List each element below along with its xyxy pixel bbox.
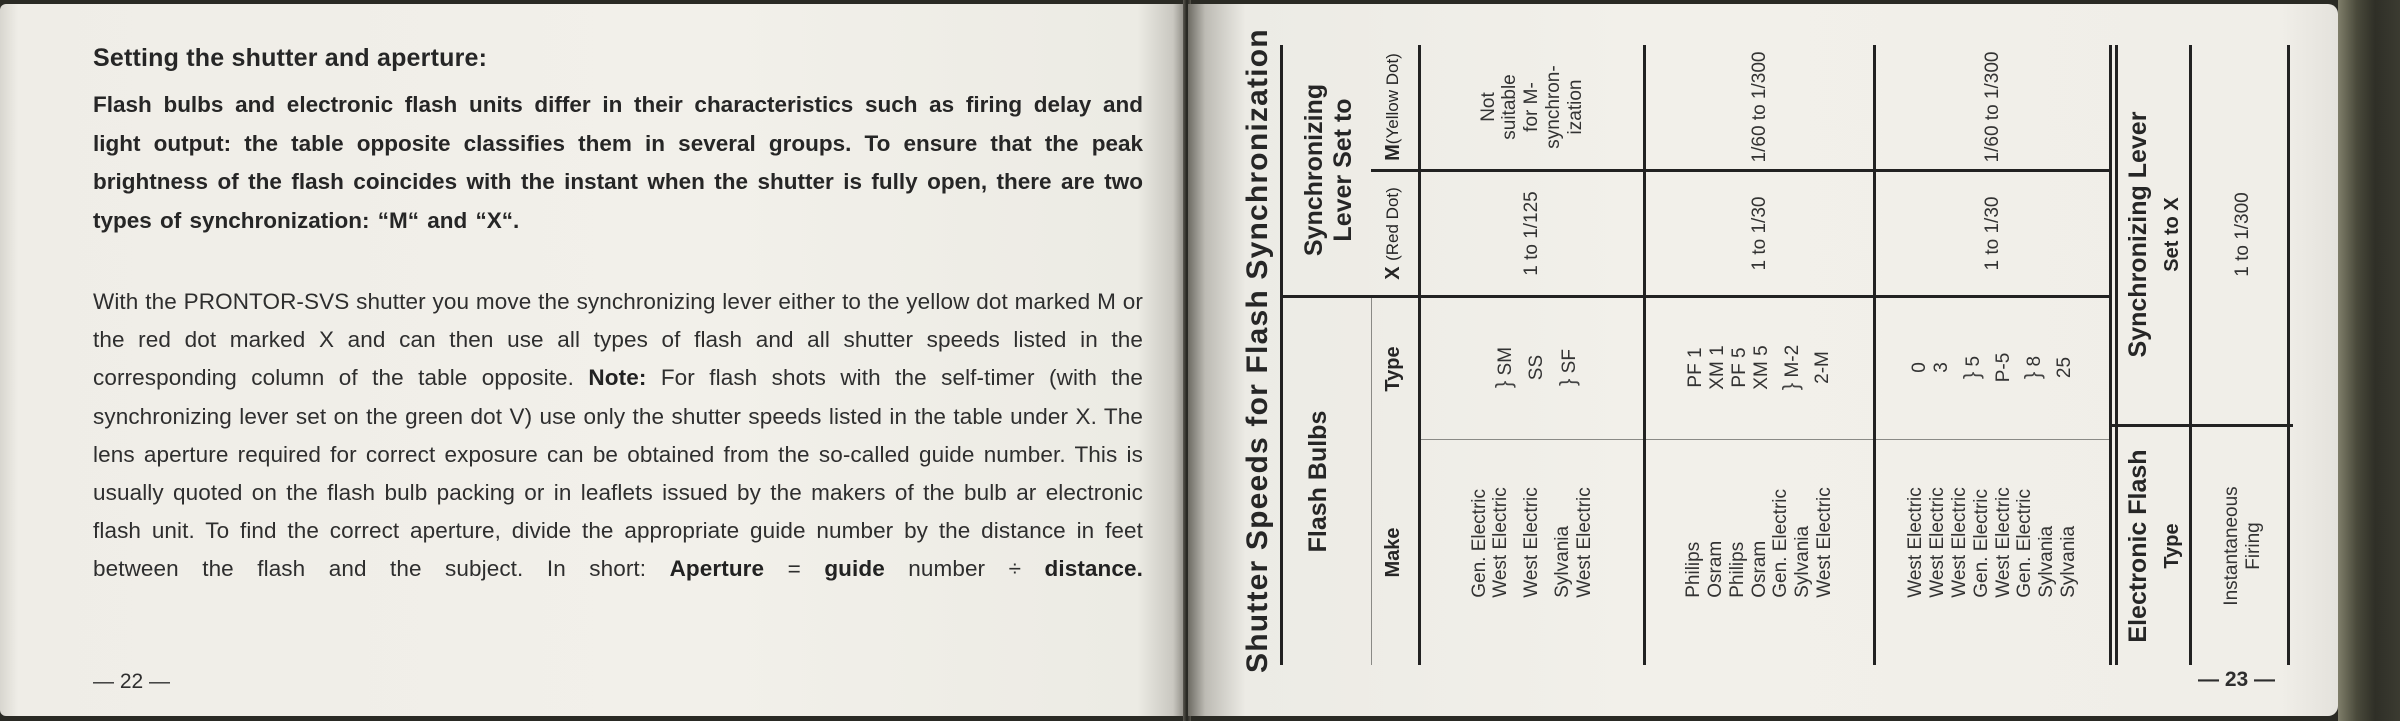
make-item: West Electric bbox=[1948, 487, 1970, 598]
body-text-1: With the PRONTOR-SVS shutter you move the synchronizing lever either to the yellow dot marked M or the red dot marked X and can then use all types of flash and all shutter speeds listed in the corresponding column of the table opposite. bbox=[93, 289, 1143, 391]
electronic-flash-header-band bbox=[2109, 45, 2189, 665]
make-item: West Electric bbox=[1573, 487, 1595, 598]
section-heading: Setting the shutter and aperture: bbox=[93, 44, 488, 72]
group-1-makes bbox=[1421, 440, 1643, 645]
group-3-x-speed: 1 to 1/30 bbox=[1981, 196, 2003, 271]
make-item: West Electric bbox=[1905, 487, 1927, 598]
page-number-right: — 23 — bbox=[2198, 668, 2276, 691]
flash-bulb-group-3 bbox=[1873, 45, 2109, 665]
type-item: XM 1 bbox=[1706, 345, 1728, 390]
page-number-left: — 22 — bbox=[93, 670, 171, 693]
group-1-m-speed: Not suitable for M-synchron-ization bbox=[1477, 65, 1586, 149]
type-item: 5 bbox=[1962, 355, 1984, 367]
col-m-header bbox=[1371, 45, 1415, 169]
ef-type-value: Instantaneous Firing bbox=[2220, 486, 2264, 606]
brace-icon: } bbox=[2020, 371, 2046, 380]
make-item: Osram bbox=[1748, 540, 1770, 598]
formula-equals: = bbox=[787, 556, 801, 582]
brace-icon: } bbox=[1554, 378, 1580, 386]
type-item: 2-M bbox=[1812, 351, 1834, 384]
intro-paragraph: Flash bulbs and electronic flash units differ in their characteristics such as firing delay and light output: the table opposite classifies them in several groups. To ensure that the peak brightness of the flash coincides with the instant when the shutter is fully open, there are two types of synchronization: “M“ and “X“. bbox=[93, 92, 1143, 233]
group-3-types bbox=[1876, 298, 2109, 437]
note-label: Note: bbox=[588, 365, 647, 391]
group-2-makes bbox=[1646, 440, 1873, 645]
make-item: Sylvania bbox=[2057, 525, 2079, 598]
brace-icon: } bbox=[1491, 380, 1517, 389]
make-item: Sylvania bbox=[1551, 525, 1573, 598]
formula-guide: guide bbox=[824, 556, 885, 582]
table-title: Shutter Speeds for Flash Synchronization bbox=[1241, 28, 1274, 673]
ef-sync-lever-header: Synchronizing Lever bbox=[2123, 111, 2152, 358]
group-2-x-speed: 1 to 1/30 bbox=[1748, 196, 1770, 271]
col-m-bold: M bbox=[1381, 144, 1404, 161]
brace-icon: } bbox=[1778, 382, 1804, 391]
type-item: M-2 bbox=[1782, 344, 1804, 378]
make-item: West Electric bbox=[1521, 487, 1543, 598]
book-edge bbox=[2338, 0, 2400, 721]
make-item: West Electric bbox=[1992, 487, 2014, 598]
flash-bulb-group-2 bbox=[1643, 45, 1873, 665]
type-item: 3 bbox=[1930, 362, 1952, 373]
type-item: SS bbox=[1526, 354, 1548, 381]
make-item: Gen. Electric bbox=[1970, 489, 1992, 598]
type-item: P-5 bbox=[1992, 352, 2014, 383]
body-text-2: For flash shots with the self-timer (with the synchronizing lever set on the green dot V) use only the shutter speeds listed in the table under X. The lens aperture required for correct exposure can be obtained from the so-called guide number. This is usually quoted on the flash bulb packing or in leaflets issued by the makers of the bulb ar electronic flash unit. To find the correct aperture, divide the appropriate guide number by the distance in feet between the flash and the subject. In short: bbox=[93, 365, 1143, 582]
group-1-types bbox=[1421, 298, 1643, 437]
make-item: Osram bbox=[1705, 540, 1726, 598]
col-make-header: Make bbox=[1381, 527, 1404, 578]
flash-bulb-group-1 bbox=[1418, 45, 1643, 665]
ef-set-to-x: Set to X bbox=[2160, 197, 2183, 272]
group-1-x-speed: 1 to 1/125 bbox=[1521, 191, 1543, 276]
brace-icon: } bbox=[1958, 371, 1984, 380]
make-item: Sylvania bbox=[2036, 525, 2058, 598]
type-item: PF 1 bbox=[1685, 347, 1707, 388]
body-paragraph bbox=[93, 283, 1143, 589]
col-x-header bbox=[1371, 172, 1415, 295]
col-type-header: Type bbox=[1381, 346, 1404, 392]
formula-number: number bbox=[908, 556, 986, 582]
formula-divide: ÷ bbox=[1008, 556, 1022, 582]
group-3-m-speed: 1/60 to 1/300 bbox=[1981, 51, 2003, 163]
type-item: SF bbox=[1558, 349, 1580, 374]
make-item: Gen. Electric bbox=[1468, 489, 1490, 598]
electronic-flash-values-band bbox=[2189, 45, 2293, 665]
type-item: 0 bbox=[1909, 362, 1931, 373]
group-2-m-speed: 1/60 to 1/300 bbox=[1748, 51, 1770, 163]
make-item: Gen. Electric bbox=[2014, 489, 2036, 598]
group-2-types bbox=[1646, 298, 1873, 437]
sync-lever-header: Synchronizing Lever Set to bbox=[1300, 83, 1357, 257]
flash-bulbs-header-band bbox=[1283, 45, 1418, 665]
make-item: Gen. Electric bbox=[1770, 489, 1792, 598]
ef-col-type-header: Type bbox=[2160, 523, 2183, 569]
make-item: Sylvania bbox=[1792, 525, 1814, 598]
flash-sync-table bbox=[1280, 45, 2290, 665]
flash-bulbs-header: Flash Bulbs bbox=[1304, 410, 1332, 553]
type-item: SM bbox=[1495, 346, 1517, 376]
formula-aperture: Aperture bbox=[669, 556, 765, 582]
type-item: 25 bbox=[2054, 356, 2076, 379]
make-item: West Electric bbox=[1813, 487, 1835, 598]
make-item: West Electric bbox=[1927, 487, 1949, 598]
type-item: PF 5 bbox=[1728, 347, 1750, 388]
col-x-bold: X bbox=[1381, 266, 1404, 280]
col-x-light: (Red Dot) bbox=[1383, 187, 1402, 261]
type-item: 8 bbox=[2024, 355, 2046, 367]
make-item: Philips bbox=[1726, 541, 1748, 598]
group-3-makes bbox=[1876, 440, 2109, 645]
type-item: XM 5 bbox=[1750, 345, 1772, 390]
formula-distance: distance. bbox=[1044, 556, 1143, 582]
make-item: West Electric bbox=[1490, 487, 1512, 598]
col-m-light: (Yellow Dot) bbox=[1383, 53, 1402, 145]
ef-speed-value: 1 to 1/300 bbox=[2231, 192, 2253, 277]
electronic-flash-header: Electronic Flash bbox=[2123, 449, 2152, 643]
make-item: Philips bbox=[1683, 541, 1705, 598]
